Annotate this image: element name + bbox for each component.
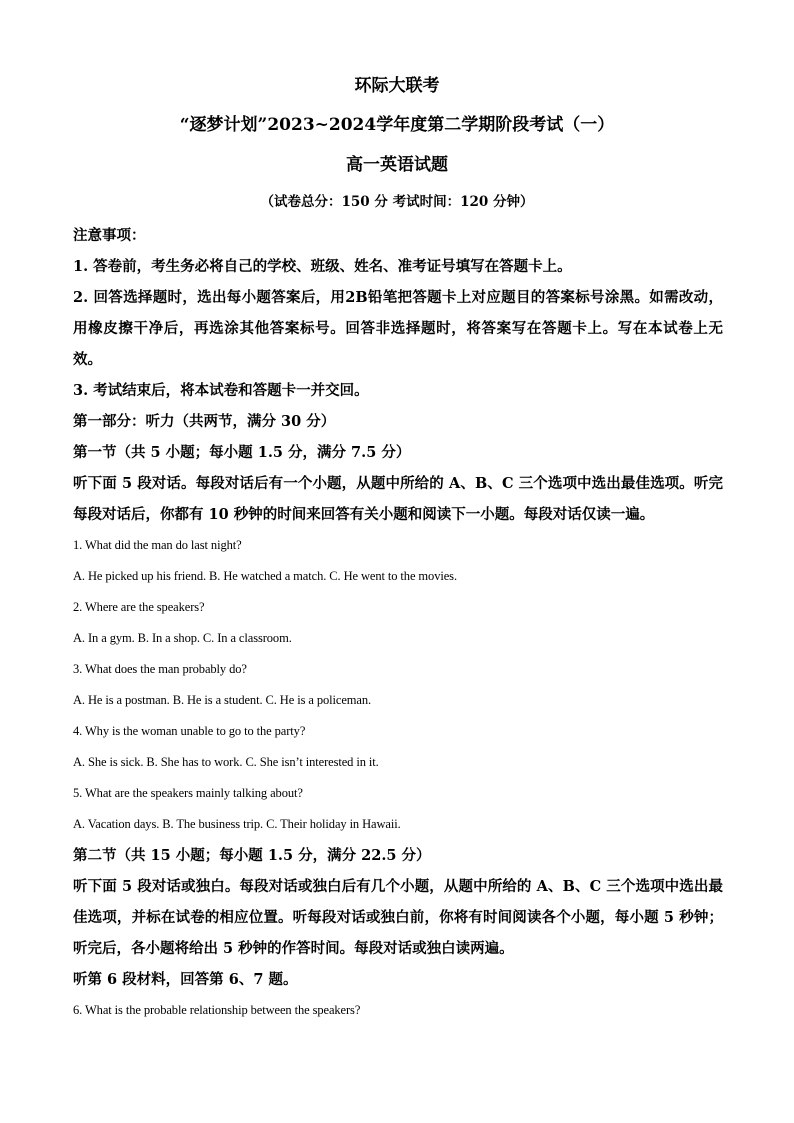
- material-6-instruction: 听第 6 段材料，回答第 6、7 题。: [73, 971, 298, 988]
- exam-score-time: （试卷总分：150 分 考试时间：120 分钟）: [260, 194, 534, 210]
- notes-item-2: 2. 回答选择题时，选出每小题答案后，用2B铅笔把答题卡上对应题目的答案标号涂黑。如需改动，用橡皮擦干净后，再选涂其他答案标号。回答非选择题时，将答案写在答题卡上。写在本试卷上无效。: [73, 289, 723, 368]
- subject-title: 高一英语试题: [346, 155, 448, 175]
- section2-heading: 第二节（共 15 小题；每小题 1.5 分，满分 22.5 分）: [73, 847, 431, 864]
- exam-name-title: “逐梦计划”2023~2024学年度第二学期阶段考试（一）: [179, 115, 615, 135]
- section2-instructions: 听下面 5 段对话或独白。每段对话或独白后有几个小题，从题中所给的 A、B、C 三个选项中选出最佳选项，并标在试卷的相应位置。听每段对话或独白前，你将有时间阅读各个小题，每小题 5 秒钟；听完后，各小题将给出 5 秒钟的作答时间。每段对话或独白读两遍。: [73, 878, 723, 957]
- question-5-options: A. Vacation days. B. The business trip. C. Their holiday in Hawaii.: [73, 817, 401, 831]
- question-4-options: A. She is sick. B. She has to work. C. She isn’t interested in it.: [73, 755, 379, 769]
- notes-heading: 注意事项：: [73, 227, 146, 244]
- question-3-options: A. He is a postman. B. He is a student. C. He is a policeman.: [73, 693, 372, 707]
- question-1: 1. What did the man do last night?: [73, 538, 242, 552]
- question-2-options: A. In a gym. B. In a shop. C. In a classroom.: [73, 631, 292, 645]
- exam-organizer-title: 环际大联考: [354, 76, 440, 96]
- part1-heading: 第一部分：听力（共两节，满分 30 分）: [73, 413, 336, 430]
- question-3: 3. What does the man probably do?: [73, 662, 247, 676]
- question-2: 2. Where are the speakers?: [73, 600, 205, 614]
- exam-body: [73, 220, 723, 1026]
- question-1-options: A. He picked up his friend. B. He watched a match. C. He went to the movies.: [73, 569, 457, 583]
- question-4: 4. Why is the woman unable to go to the party?: [73, 724, 306, 738]
- notes-item-1: 1. 答卷前，考生务必将自己的学校、班级、姓名、准考证号填写在答题卡上。: [73, 258, 572, 275]
- notes-item-3: 3. 考试结束后，将本试卷和答题卡一并交回。: [73, 382, 369, 399]
- section1-heading: 第一节（共 5 小题；每小题 1.5 分，满分 7.5 分）: [73, 444, 411, 461]
- section1-instructions: 听下面 5 段对话。每段对话后有一个小题，从题中所给的 A、B、C 三个选项中选出最佳选项。听完每段对话后，你都有 10 秒钟的时间来回答有关小题和阅读下一小题。每段对话仅读一遍。: [73, 475, 723, 523]
- question-6: 6. What is the probable relationship between the speakers?: [73, 1003, 361, 1017]
- question-5: 5. What are the speakers mainly talking about?: [73, 786, 303, 800]
